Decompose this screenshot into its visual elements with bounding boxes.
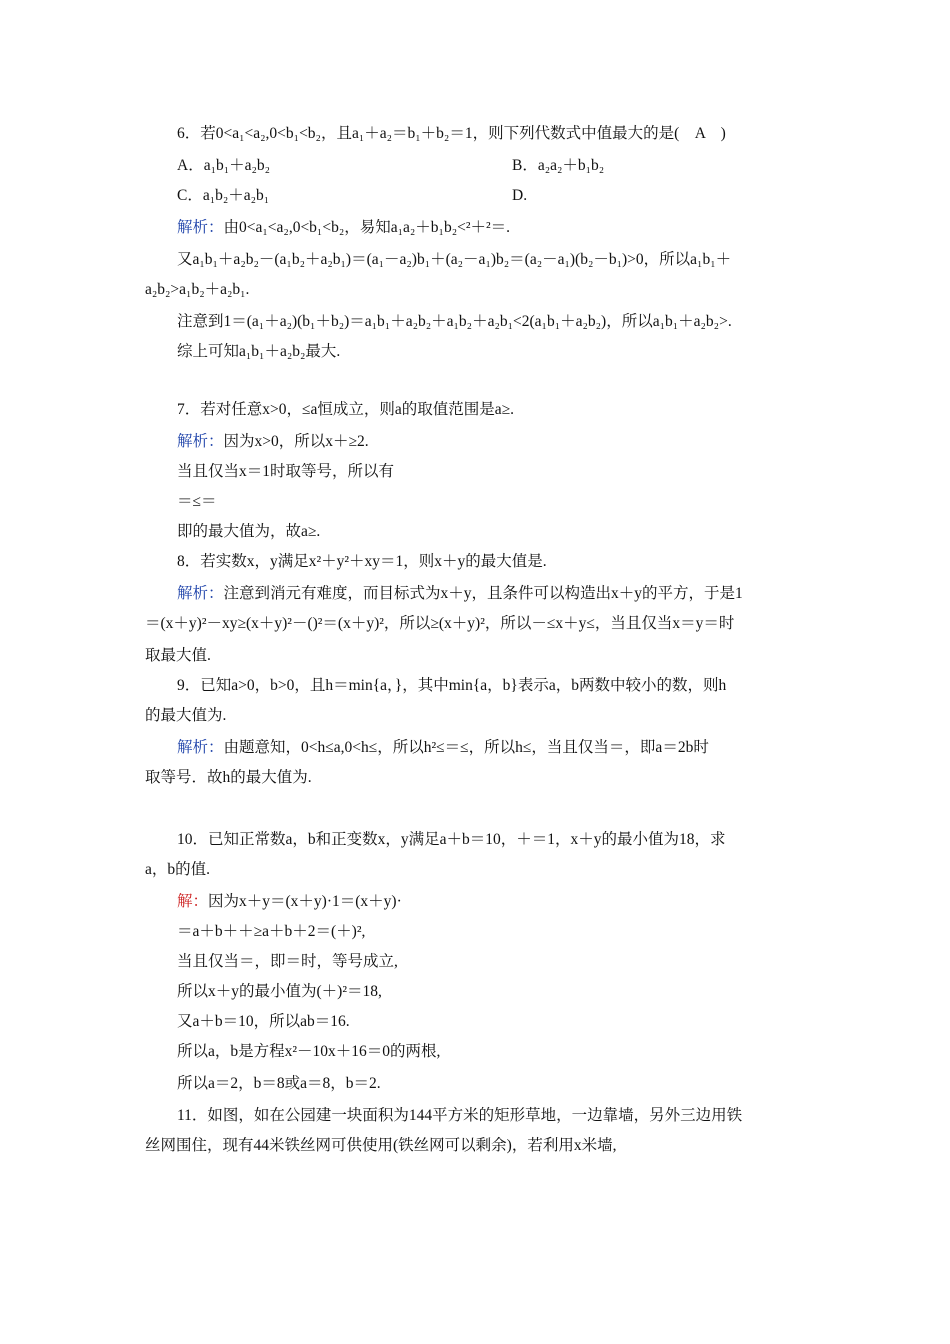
q10-solution-label: 解： bbox=[177, 893, 209, 910]
q6-solution-text: 由0<a₁<a₂,0<b₁<b₂，易知a₁a₂＋b₁b₂<²＋²＝. bbox=[223, 219, 511, 236]
q6-option-a: A．a₁b₁＋a₂b₂ bbox=[177, 157, 271, 174]
q9-stem: 9．已知a>0，b>0，且h＝min{a，}，其中min{a，b}表示a，b两数中较小的数，则h bbox=[177, 677, 727, 694]
q7-stem: 7．若对任意x>0，≤a恒成立，则a的取值范围是a≥. bbox=[177, 401, 515, 418]
q7-solution-line-4: 即的最大值为，故a≥. bbox=[177, 523, 321, 540]
q7-solution-line bbox=[177, 432, 369, 452]
q8-solution-line bbox=[177, 584, 743, 604]
q9-solution-text: 由题意知，0<h≤a,0<h≤，所以h²≤＝≤，所以h≤，当且仅当＝，即a＝2b时 bbox=[223, 739, 709, 756]
q9-solution-line bbox=[177, 738, 709, 758]
q6-stem: 6．若0<a₁<a₂,0<b₁<b₂，且a₁＋a₂＝b₁＋b₂＝1，则下列代数式中值最大的是( A ) bbox=[177, 125, 726, 142]
q6-solution-line bbox=[177, 218, 510, 238]
q7-solution-text: 因为x>0，所以x＋≥2. bbox=[223, 433, 369, 450]
q10-solution-line-3: 当且仅当＝，即＝时，等号成立, bbox=[177, 953, 398, 970]
q8-solution-label: 解析： bbox=[177, 585, 224, 602]
q6-solution-line-3: a₂b₂>a₁b₂＋a₂b₁. bbox=[145, 281, 250, 298]
q9-solution-line-2: 取等号．故h的最大值为. bbox=[145, 769, 312, 786]
q6-solution-line-5: 综上可知a₁b₁＋a₂b₂最大. bbox=[177, 343, 341, 360]
q8-solution-line-3: 取最大值. bbox=[145, 647, 211, 664]
q8-stem: 8．若实数x，y满足x²＋y²＋xy＝1，则x＋y的最大值是. bbox=[177, 553, 547, 570]
q10-stem-2: a，b的值. bbox=[145, 861, 211, 878]
q10-solution-line-6: 所以a，b是方程x²－10x＋16＝0的两根, bbox=[177, 1043, 441, 1060]
q8-solution-line-2: ＝(x＋y)²－xy≥(x＋y)²－()²＝(x＋y)²，所以≥(x＋y)²，所以－≤x＋y≤，当且仅当x＝y＝时 bbox=[145, 615, 735, 632]
q10-solution-line bbox=[177, 892, 402, 912]
q7-solution-line-3: ＝≤＝ bbox=[177, 493, 217, 510]
q6-option-d: D. bbox=[512, 187, 528, 204]
q7-solution-label: 解析： bbox=[177, 433, 224, 450]
q10-solution-line-4: 所以x＋y的最小值为(＋)²＝18, bbox=[177, 983, 382, 1000]
q11-stem-2: 丝网围住，现有44米铁丝网可供使用(铁丝网可以剩余)，若利用x米墙, bbox=[145, 1137, 617, 1154]
q6-option-c: C．a₁b₂＋a₂b₁ bbox=[177, 187, 270, 204]
q10-solution-line-2: ＝a＋b＋＋≥a＋b＋2＝(＋)², bbox=[177, 923, 366, 940]
q11-stem: 11．如图，如在公园建一块面积为144平方米的矩形草地，一边靠墙，另外三边用铁 bbox=[177, 1107, 743, 1124]
q10-stem: 10．已知正常数a，b和正变数x，y满足a＋b＝10，＋＝1，x＋y的最小值为18，求 bbox=[177, 831, 726, 848]
q6-option-b: B．a₂a₂＋b₁b₂ bbox=[512, 157, 605, 174]
q9-solution-label: 解析： bbox=[177, 739, 224, 756]
q8-solution-text: 注意到消元有难度，而目标式为x＋y，且条件可以构造出x＋y的平方，于是1 bbox=[223, 585, 743, 602]
q6-solution-label: 解析： bbox=[177, 219, 224, 236]
q10-solution-line-5: 又a＋b＝10，所以ab＝16. bbox=[177, 1013, 350, 1030]
q6-solution-line-4: 注意到1＝(a₁＋a₂)(b₁＋b₂)＝a₁b₁＋a₂b₂＋a₁b₂＋a₂b₁<2(a₁b₁＋a₂b₂)，所以a₁b₁＋a₂b₂>. bbox=[177, 313, 732, 330]
q9-stem-2: 的最大值为. bbox=[145, 707, 227, 724]
q6-solution-line-2: 又a₁b₁＋a₂b₂－(a₁b₂＋a₂b₁)＝(a₁－a₂)b₁＋(a₂－a₁)b₂＝(a₂－a₁)(b₂－b₁)>0，所以a₁b₁＋ bbox=[177, 251, 732, 268]
q10-solution-text: 因为x＋y＝(x＋y)·1＝(x＋y)· bbox=[208, 893, 402, 910]
q10-solution-line-7: 所以a＝2，b＝8或a＝8，b＝2. bbox=[177, 1075, 381, 1092]
q7-solution-line-2: 当且仅当x＝1时取等号，所以有 bbox=[177, 463, 395, 480]
